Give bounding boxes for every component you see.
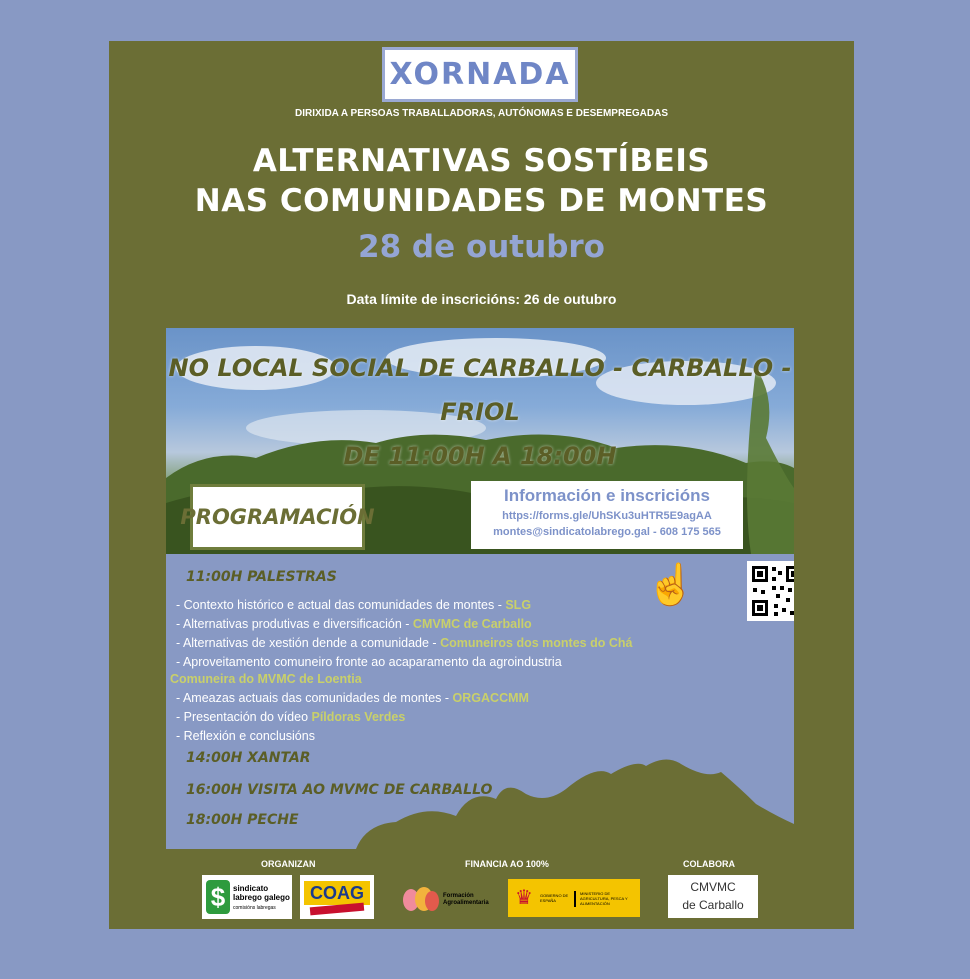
- list-item: - Reflexión e conclusións: [176, 729, 315, 743]
- program-palestras: 11:00H PALESTRAS: [186, 569, 337, 585]
- venue-info: [166, 346, 794, 478]
- list-item: - Alternativas de xestión dende a comunidade - Comuneiros dos montes do Chá: [176, 636, 633, 650]
- list-item: - Ameazas actuais das comunidades de montes - ORGACCMM: [176, 691, 529, 705]
- event-date: 28 de outubro: [358, 229, 605, 265]
- colabora-label: COLABORA: [683, 859, 735, 869]
- cmvmc-line-1: CMVMC: [690, 880, 736, 894]
- program-peche: 18:00H PECHE: [186, 812, 299, 828]
- pointing-hand-icon: ☝: [646, 563, 696, 607]
- dollar-icon: $: [206, 880, 230, 914]
- program-visita: 16:00H VISITA AO MVMC DE CARBALLO: [186, 782, 493, 798]
- coag-wordmark: COAG: [304, 881, 370, 905]
- coat-of-arms-icon: ♛: [515, 887, 533, 909]
- info-title: Información e inscricións: [504, 486, 710, 505]
- formacion-agroalimentaria-logo: [403, 881, 498, 921]
- title-line-1: ALTERNATIVAS SOSTÍBEIS: [252, 143, 711, 179]
- registration-deadline: Data límite de inscricións: 26 de outubro: [346, 291, 617, 307]
- xornada-label: XORNADA: [389, 57, 571, 92]
- contact-info: montes@sindicatolabrego.gal - 608 175 565: [493, 526, 721, 538]
- list-item: - Presentación do vídeo Píldoras Verdes: [176, 710, 406, 724]
- program-xantar: 14:00H XANTAR: [186, 750, 311, 766]
- venue-hours: DE 11:00H A 18:00H: [343, 442, 617, 470]
- coag-logo: [300, 875, 374, 919]
- venue-location: NO LOCAL SOCIAL DE CARBALLO - CARBALLO - FRIOL: [168, 354, 792, 426]
- poster: [109, 41, 854, 929]
- organizan-label: ORGANIZAN: [261, 859, 316, 869]
- face-icon: [425, 891, 439, 911]
- audience-subtitle: DIRIXIDA A PERSOAS TRABALLADORAS, AUTÓNOMAS E DESEMPREGADAS: [295, 108, 668, 119]
- program-section: [166, 554, 794, 849]
- list-item: - Alternativas produtivas e diversificación - CMVMC de Carballo: [176, 617, 532, 631]
- xornada-badge: [382, 47, 578, 102]
- slg-logo: [202, 875, 292, 919]
- page-title: [109, 141, 854, 221]
- qr-code-icon[interactable]: [747, 561, 794, 621]
- programacion-box: [180, 484, 375, 550]
- title-line-2: NAS COMUNIDADES DE MONTES: [194, 183, 769, 219]
- gobierno-text: GOBIERNO DE ESPAÑA: [540, 893, 569, 903]
- slg-sub: comisións labregas: [233, 905, 276, 911]
- program-list: [170, 596, 736, 746]
- cmvmc-logo: [668, 875, 758, 918]
- registration-link[interactable]: https://forms.gle/UhSKu3uHTR5E9agAA: [502, 510, 712, 522]
- divider: [574, 891, 576, 907]
- financia-label: FINANCIA AO 100%: [465, 859, 549, 869]
- slg-name: sindicato labrego galego: [233, 884, 290, 902]
- gobierno-logo: [508, 879, 640, 917]
- list-item: - Aproveitamento comuneiro fronte ao acaparamento da agroindustria: [176, 655, 562, 669]
- ministerio-text: MINISTERIO DE AGRICULTURA, PESCA Y ALIMENTACIÓN: [580, 891, 628, 906]
- cmvmc-line-2: de Carballo: [682, 898, 744, 912]
- info-box: [471, 481, 743, 549]
- fa-name: Formación Agroalimentaria: [443, 893, 489, 906]
- programacion-label: PROGRAMACIÓN: [180, 505, 375, 529]
- list-item: Comuneira do MVMC de Loentia: [170, 672, 362, 686]
- list-item: - Contexto histórico e actual das comunidades de montes - SLG: [176, 598, 532, 612]
